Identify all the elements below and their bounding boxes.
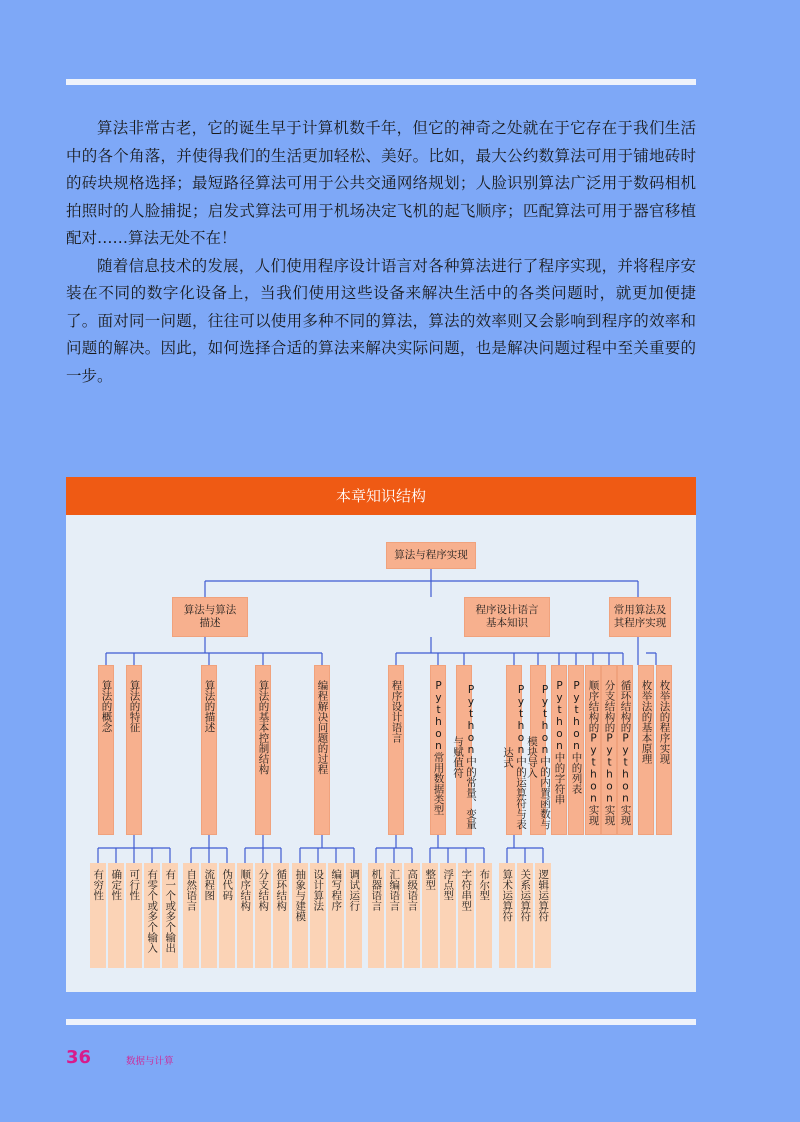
- branch-2-line2: 基本知识: [486, 617, 528, 629]
- topic-python-variables: Python中的常量、变量与赋值符: [456, 665, 472, 835]
- leaf-natural-language: 自然语言: [183, 863, 199, 968]
- leaf-design-algorithm: 设计算法: [310, 863, 326, 968]
- branch-3-line1: 常用算法及: [613, 604, 667, 616]
- leaf-debug-run: 调试运行: [346, 863, 362, 968]
- leaf-boolean: 布尔型: [476, 863, 492, 968]
- page-number: 36: [66, 1047, 92, 1068]
- leaf-machine-language: 机器语言: [368, 863, 384, 968]
- leaf-assembly-language: 汇编语言: [386, 863, 402, 968]
- topic-enumeration-implementation: 枚举法的程序实现: [656, 665, 672, 835]
- topic-enumeration-principle: 枚举法的基本原理: [638, 665, 654, 835]
- topic-python-operators: Python中的运算符与表达式: [506, 665, 522, 835]
- topic-features: 算法的特征: [126, 665, 142, 835]
- topic-concept: 算法的概念: [98, 665, 114, 835]
- leaf-string: 字符串型: [458, 863, 474, 968]
- topic-loop-python: 循环结构的Python实现: [617, 665, 633, 835]
- topic-programming-process: 编程解决问题的过程: [314, 665, 330, 835]
- paragraph-2: 随着信息技术的发展，人们使用程序设计语言对各种算法进行了程序实现，并将程序安装在不同的数字化设备上，当我们使用这些设备来解决生活中的各类问题时，就更加便捷了。面对同一问题，往往可以使用多种不同的算法，算法的效率则又会影响到程序的效率和问题的解决。因此，如何选择合适的算法来解决实际问题，也是解决问题过程中至关重要的一步。: [66, 256, 696, 385]
- topic-branch-python: 分支结构的Python实现: [601, 665, 617, 835]
- leaf-branch: 分支结构: [255, 863, 271, 968]
- leaf-finiteness: 有穷性: [90, 863, 106, 968]
- leaf-logical-operators: 逻辑运算符: [535, 863, 551, 968]
- branch-2-line1: 程序设计语言: [475, 604, 539, 616]
- body-text: [66, 115, 696, 390]
- topic-python-strings: Python中的字符串: [551, 665, 567, 835]
- topic-description: 算法的描述: [201, 665, 217, 835]
- book-title: 数据与计算: [126, 1056, 174, 1067]
- topic-python-builtins: Python中的内置函数与模块导入: [530, 665, 546, 835]
- leaf-integer: 整型: [422, 863, 438, 968]
- topic-sequential-python: 顺序结构的Python实现: [585, 665, 601, 835]
- topic-programming-languages: 程序设计语言: [388, 665, 404, 835]
- topic-python-data-types: Python常用数据类型: [430, 665, 446, 835]
- leaf-sequential: 顺序结构: [237, 863, 253, 968]
- branch-3-line2: 其程序实现: [613, 617, 667, 629]
- branch-programming-basics: [464, 597, 550, 637]
- branch-1-line1: 算法与算法: [183, 604, 237, 616]
- top-divider: [66, 79, 696, 85]
- topic-python-lists: Python中的列表: [568, 665, 584, 835]
- knowledge-structure-diagram: [66, 515, 696, 992]
- leaf-outputs: 有一个或多个输出: [162, 863, 178, 968]
- leaf-high-level-language: 高级语言: [404, 863, 420, 968]
- leaf-relational-operators: 关系运算符: [517, 863, 533, 968]
- leaf-inputs: 有零个或多个输入: [144, 863, 160, 968]
- leaf-pseudocode: 伪代码: [219, 863, 235, 968]
- topic-control-structures: 算法的基本控制结构: [255, 665, 271, 835]
- branch-common-algorithms: [609, 597, 671, 637]
- branch-1-line2: 描述: [199, 617, 221, 629]
- leaf-flowchart: 流程图: [201, 863, 217, 968]
- leaf-arithmetic-operators: 算术运算符: [499, 863, 515, 968]
- leaf-abstraction: 抽象与建模: [292, 863, 308, 968]
- leaf-float: 浮点型: [440, 863, 456, 968]
- knowledge-structure-banner: 本章知识结构: [66, 477, 696, 515]
- root-node: 算法与程序实现: [386, 542, 476, 569]
- branch-algorithm-description: [172, 597, 248, 637]
- leaf-write-program: 编写程序: [328, 863, 344, 968]
- leaf-loop: 循环结构: [273, 863, 289, 968]
- leaf-feasibility: 可行性: [126, 863, 142, 968]
- bottom-divider: [66, 1019, 696, 1025]
- leaf-definiteness: 确定性: [108, 863, 124, 968]
- paragraph-1: 算法非常古老，它的诞生早于计算机数千年，但它的神奇之处就在于它存在于我们生活中的各个角落，并使得我们的生活更加轻松、美好。比如，最大公约数算法可用于铺地砖时的砖块规格选择；最短路径算法可用于公共交通网络规划；人脸识别算法广泛用于数码相机拍照时的人脸捕捉；启发式算法可用于机场决定飞机的起飞顺序；匹配算法可用于器官移植配对……算法无处不在！: [66, 119, 696, 247]
